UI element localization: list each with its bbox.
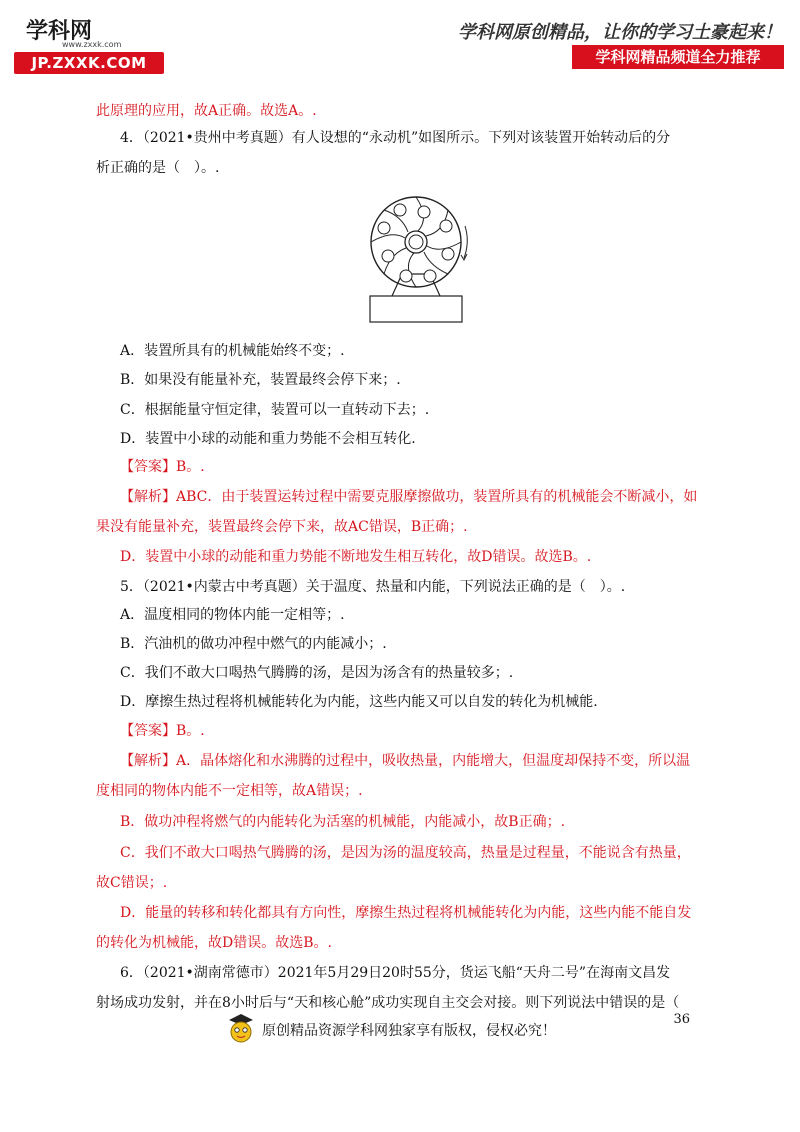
analysis-line: 【解析】ABC．由于装置运转过程中需要克服摩擦做功，装置所具有的机械能会不断减小，如	[120, 489, 698, 505]
question-4-line-2: 析正确的是（ ）。.	[96, 160, 220, 176]
logo-url: JP.ZXXK.COM	[14, 52, 164, 74]
question-6-line-2: 射场成功发射，并在8小时后与“天和核心舱”成功实现自主交会对接。则下列说法中错误的是（	[96, 995, 680, 1011]
question-4-line-1: 4．（2021•贵州中考真题）有人设想的“永动机”如图所示。下列对该装置开始转动后的分	[120, 130, 671, 146]
logo	[14, 14, 164, 76]
analysis-line: 故C错误；.	[96, 875, 168, 891]
mascot-icon	[226, 1012, 256, 1044]
text-line: 此原理的应用，故A正确。故选A。.	[96, 103, 317, 119]
analysis-line: B．做功冲程将燃气的内能转化为活塞的机械能，内能减小，故B正确；.	[120, 814, 566, 830]
option-c: C．我们不敢大口喝热气腾腾的汤，是因为汤含有的热量较多；.	[120, 665, 514, 681]
recommend-banner: 学科网精品频道全力推荐	[572, 45, 784, 69]
option-b: B．如果没有能量补充，装置最终会停下来；.	[120, 372, 401, 388]
question-5-line-1: 5．（2021•内蒙古中考真题）关于温度、热量和内能，下列说法正确的是（ ）。.	[120, 579, 626, 595]
analysis-line: C．我们不敢大口喝热气腾腾的汤，是因为汤的温度较高，热量是过程量，不能说含有热量，	[120, 845, 691, 861]
question-6-line-1: 6．（2021•湖南常德市）2021年5月29日20时55分，货运飞船“天舟二号”在海南文昌发	[120, 965, 671, 981]
option-c: C．根据能量守恒定律，装置可以一直转动下去；.	[120, 402, 430, 418]
option-d: D．装置中小球的动能和重力势能不会相互转化.	[120, 431, 416, 447]
analysis-line: 果没有能量补充，装置最终会停下来，故AC错误，B正确；.	[96, 519, 468, 535]
perpetual-motion-diagram	[368, 196, 478, 324]
analysis-line: 度相同的物体内能不一定相等，故A错误；.	[96, 783, 363, 799]
option-a: A．温度相同的物体内能一定相等；.	[120, 607, 345, 623]
answer-label: 【答案】B。.	[120, 723, 205, 739]
analysis-line: D．装置中小球的动能和重力势能不断地发生相互转化，故D错误。故选B。.	[120, 549, 592, 565]
analysis-line: 【解析】A．晶体熔化和水沸腾的过程中，吸收热量，内能增大，但温度却保持不变，所以温	[120, 753, 691, 769]
logo-text: 学科网	[26, 19, 93, 44]
analysis-line: D．能量的转移和转化都具有方向性，摩擦生热过程将机械能转化为内能，这些内能不能自发	[120, 905, 692, 921]
analysis-line: 的转化为机械能，故D错误。故选B。.	[96, 935, 332, 951]
option-a: A．装置所具有的机械能始终不变；.	[120, 343, 345, 359]
option-d: D．摩擦生热过程将机械能转化为内能，这些内能又可以自发的转化为机械能.	[120, 694, 598, 710]
header-slogan: 学科网原创精品，让你的学习土豪起来！	[458, 22, 782, 43]
logo-url-small: www.zxxk.com	[62, 40, 122, 49]
page-number: 36	[673, 1012, 690, 1027]
answer-label: 【答案】B。.	[120, 459, 205, 475]
copyright-notice: 原创精品资源学科网独家享有版权，侵权必究！	[262, 1023, 556, 1039]
option-b: B．汽油机的做功冲程中燃气的内能减小；.	[120, 636, 387, 652]
